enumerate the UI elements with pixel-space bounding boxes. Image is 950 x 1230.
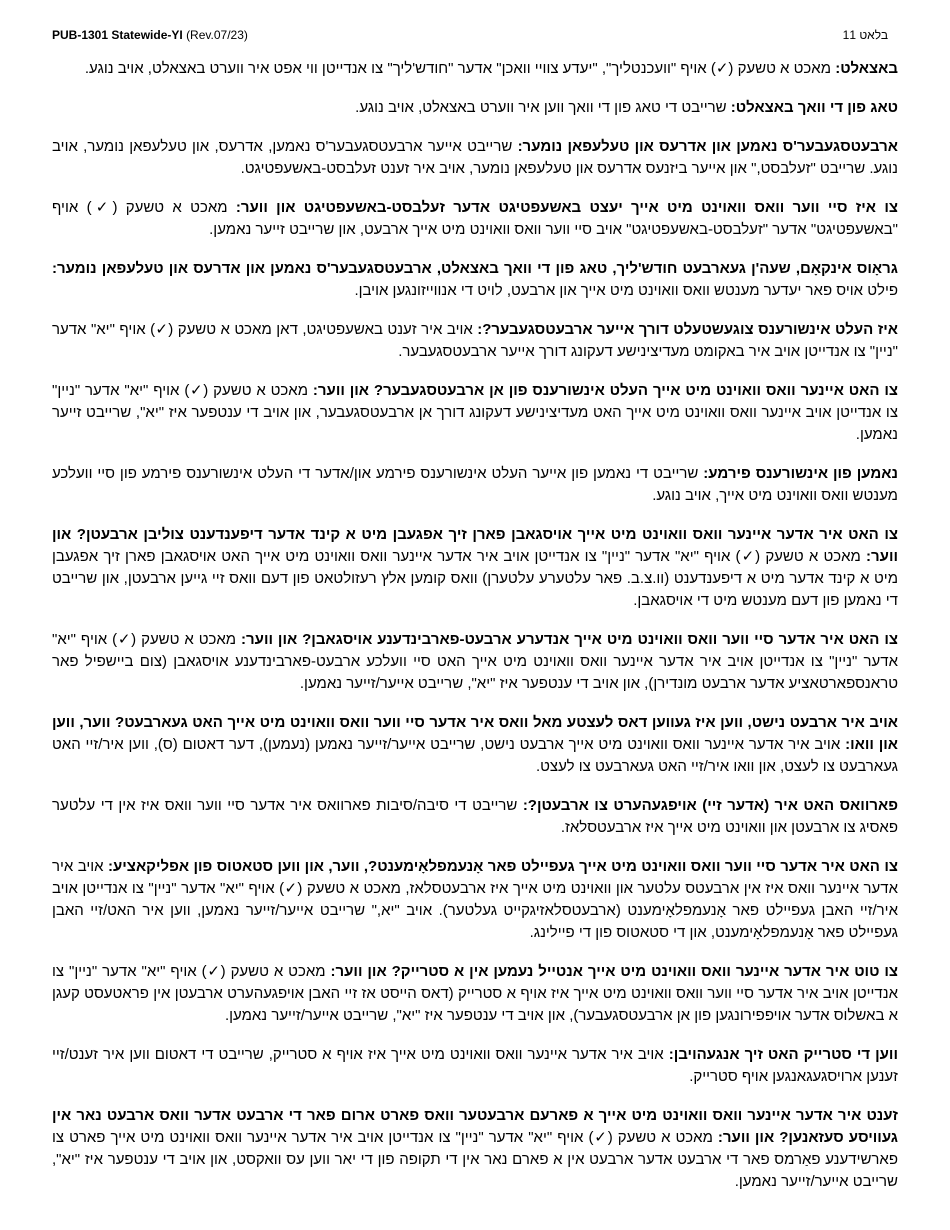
instruction-entry bbox=[52, 795, 898, 839]
entry-title: טאג פון די וואך באצאלט: bbox=[730, 99, 898, 116]
entry-title: ארבעטסגעבער'ס נאמען און אדרעס און טעלעפאן נומער: bbox=[517, 138, 898, 155]
entry-text: מאכט א טשעק (✓) אויף "יא" אדער "ניין" צו אנדייטן אויב איר אדער איינער וואס וואוינט מיט אייך האט סיי וועלכע ארבעט-פארבינדענע אויסגאבן (צום ביישפיל פאר טראנספארטאציע אדער ארבעט מונדירן), און אויב די ענטפער איז "יא", שרייבט אייער/זייער נאמען. bbox=[52, 631, 898, 692]
entry-text: מאכט א טשעק (✓) אויף "יא" אדער "ניין" צו אנדייטן אויב איר אדער איינער וואס וואוינט מיט אייך פארט צו פארשידענע פאַרמס פאר די ארבעט אדער ארבעט אין א פארם נאר אין די תקופה פון די יאר ווען עס וואקסט, און אויב די ענטפער איז "יא", שרייבט אייער/זייער נאמען. bbox=[52, 1129, 898, 1190]
entry-title: צו איז סיי ווער וואס וואוינט מיט אייך יעצט באשעפטיגט אדער זעלבסט-באשעפטיגט און ווער: bbox=[235, 199, 898, 216]
entry-text: אויב איר אדער איינער וואס וואוינט מיט אייך ארבעט נישט, שרייבט אייער/זייער נאמען (נעמען), דער דאטום (ס), ווען איר/זיי האט געארבעט צו לעצט, און וואו איר/זיי האט געארבעט צו לעצט. bbox=[52, 736, 898, 775]
instruction-entry bbox=[52, 856, 898, 944]
entry-title: צו האט איר אדער איינער וואס וואוינט מיט אייך אויסגאבן פארן זיך אפגעבן מיט א קינד אדער דיפענדענט צוליבן ארבעטן? און ווער: bbox=[52, 526, 898, 565]
page-number: בלאט 11 bbox=[842, 28, 888, 42]
entry-title: איז העלט אינשורענס צוגעשטעלט דורך אייער ארבעטסגעבער?: bbox=[477, 321, 898, 338]
entry-text: שרייבט די טאג פון די וואך ווען איר ווערט באצאלט, אויב נוגע. bbox=[355, 99, 727, 116]
entry-text: מאכט א טשעק (✓) אויף "באשעפטיגט" אדער "זעלבסט-באשעפטיגט" אויב סיי ווער וואס וואוינט מיט אייך ארבעט, און שרייבט זייער נאמען. bbox=[52, 199, 898, 238]
entry-text: אויב איר אדער איינער וואס איז אין ארבעטס עלטער און וואוינט מיט אייך איז ארבעטסלאז, מאכט א טשעק (✓) אויף "יא" אדער "ניין" צו אנדייטן אויב איר/זיי האבן געפיילט פאר אָנעמפלאָימענט (ארבעטסלאזיגקייט געלטער). אויב "יא," שרייבט אייער/זייער נאמען, ווען איר האט/זיי האבן געפיילט פאר אָנעמפלאָימענט, און די סטאטוס פון די פיילינג. bbox=[52, 858, 898, 941]
instruction-entry bbox=[52, 961, 898, 1027]
entry-text: אויב איר אדער איינער וואס וואוינט מיט אייך איז אויף א סטרייק, שרייבט די דאטום ווען איר זענט/זיי זענען ארויסגעגאנגען אויף סטרייק. bbox=[52, 1046, 898, 1085]
entry-text: מאכט א טשעק (✓) אויף "וועכנטליך", "יעדע צוויי וואכן" אדער "חודש'ליך" צו אנדייטן ווי אפט איר ווערט באצאלט, אויב נוגע. bbox=[84, 60, 832, 77]
instruction-entry bbox=[52, 380, 898, 446]
entry-title: ווען די סטרייק האט זיך אנגעהויבן: bbox=[668, 1046, 898, 1063]
entry-text: שרייבט די סיבה/סיבות פארוואס איר אדער סיי ווער וואס איז אין די עלטער פאסיג צו ארבעטן און וואוינט מיט אייך איז ארבעטסלאז. bbox=[52, 797, 898, 836]
entry-title: צו האט איר אדער סיי ווער וואס וואוינט מיט אייך אנדערע ארבעט-פארבינדענע אויסגאבן? און ווער: bbox=[241, 631, 899, 648]
entry-text: שרייבט די נאמען פון אייער העלט אינשורענס פירמע און/אדער די העלט אינשורענס פירמע פון סיי וועלכע מענטש וואס וואוינט מיט אייך, אויב נוגע. bbox=[52, 465, 898, 504]
entry-text: שרייבט אייער ארבעטסגעבער'ס נאמען, אדרעס, און טעלעפאן נומער, אויב נוגע. שרייבט "זעלבסט," און אייער ביזנעס אדרעס און טעלעפאן נומער, אויב איר זענט זעלבסט-באשעפטיגט. bbox=[52, 138, 898, 177]
form-identifier bbox=[52, 28, 248, 42]
entry-title: נאמען פון אינשורענס פירמע: bbox=[703, 465, 898, 482]
page-header bbox=[52, 28, 888, 44]
instruction-entry bbox=[52, 629, 898, 695]
entry-title: באצאלט: bbox=[835, 60, 898, 77]
entry-title: פארוואס האט איר (אדער זיי) אויפגעהערט צו ארבעטן?: bbox=[522, 797, 898, 814]
instruction-entry bbox=[52, 524, 898, 612]
instruction-entry bbox=[52, 712, 898, 778]
instruction-entry bbox=[52, 1105, 898, 1193]
instruction-entry bbox=[52, 58, 898, 80]
entry-title: צו האט איר אדער סיי ווער וואס וואוינט מיט אייך געפיילט פאר אָנעמפלאָימענט?, ווער, און ווען סטאטוס פון אפליקאציע: bbox=[108, 858, 898, 875]
entry-title: זענט איר אדער איינער וואס וואוינט מיט אייך א פארעם ארבעטער וואס פארט ארום פאר די ארבעט אדער וואס ארבעט נאר אין געוויסע סעזאנען? און ווער: bbox=[52, 1107, 898, 1146]
entry-text: מאכט א טשעק (✓) אויף "יא" אדער "ניין" צו אנדייטן אויב איר אדער סיי ווער וואס וואוינט מיט אייך איז אויף א סטרייק (דאס הייסט אז זיי האבן אויפגעהערט ארבעטן אין פראטעסט קעגן א באשלוס אדער אויפפירונגען פון אן ארבעטסגעבער), און אויב די ענטפער איז "יא", שרייבט אייער/זייער נאמען. bbox=[52, 963, 898, 1024]
entry-text: אויב איר זענט באשעפטיגט, דאן מאכט א טשעק (✓) אויף "יא" אדער "ניין" צו אנדייטן אויב איר באקומט מעדיצינישע דעקונג דורך אייער ארבעטסגעבער. bbox=[52, 321, 898, 360]
form-id: PUB-1301 Statewide-YI bbox=[52, 28, 183, 42]
instruction-entry bbox=[52, 97, 898, 119]
entry-title: גראָוס אינקאָם, שעה'ן געארבעט חודש'ליך, טאג פון די וואך באצאלט, ארבעטסגעבער'ס נאמען און אדרעס און טעלעפאן נומער: bbox=[52, 260, 898, 277]
entry-title: אויב איר ארבעט נישט, ווען איז געווען דאס לעצטע מאל וואס איר אדער סיי ווער וואס וואוינט מיט אייך האט געארבעט? ווער, ווען און וואו: bbox=[52, 714, 899, 753]
entry-text: מאכט א טשעק (✓) אויף "יא" אדער "ניין" צו אנדייטן אויב איר אדער איינער וואס וואוינט מיט אייך האט אויסגאבן פארן זיך אפגעבן מיט א קינד אדער מיט א דיפענדענט (וו.צ.ב. פאר עלטערע עלטערן) וואס קומען אלץ רעזולטאט פון דעם וואס זיי גייען ארבעטן, און שרייבט די נאמען פון דעם מענטש מיט די אויסגאבן. bbox=[52, 548, 898, 609]
instruction-entry bbox=[52, 258, 898, 302]
entry-text: מאכט א טשעק (✓) אויף "יא" אדער "ניין" צו אנדייטן אויב איינער וואס וואוינט מיט אייך האט מעדיצינישע דעקונג דורך אן ארבעטסגעבער, און אויב די ענטפער איז "יא", שרייבט זייער נאמען. bbox=[52, 382, 898, 443]
instructions-body bbox=[52, 58, 898, 1210]
entry-title: צו טוט איר אדער איינער וואס וואוינט מיט אייך אנטייל נעמען אין א סטרייק? און ווער: bbox=[330, 963, 898, 980]
entry-title: צו האט איינער וואס וואוינט מיט אייך העלט אינשורענס פון אן ארבעטסגעבער? און ווער: bbox=[312, 382, 899, 399]
instruction-entry bbox=[52, 319, 898, 363]
instruction-entry bbox=[52, 136, 898, 180]
instruction-entry bbox=[52, 197, 898, 241]
instruction-entry bbox=[52, 463, 898, 507]
form-revision: (Rev.07/23) bbox=[186, 28, 248, 42]
instruction-entry bbox=[52, 1044, 898, 1088]
entry-text: פילט אויס פאר יעדער מענטש וואס וואוינט מיט אייך און ארבעט, לויט די אנווייזונגען אויבן. bbox=[354, 282, 898, 299]
